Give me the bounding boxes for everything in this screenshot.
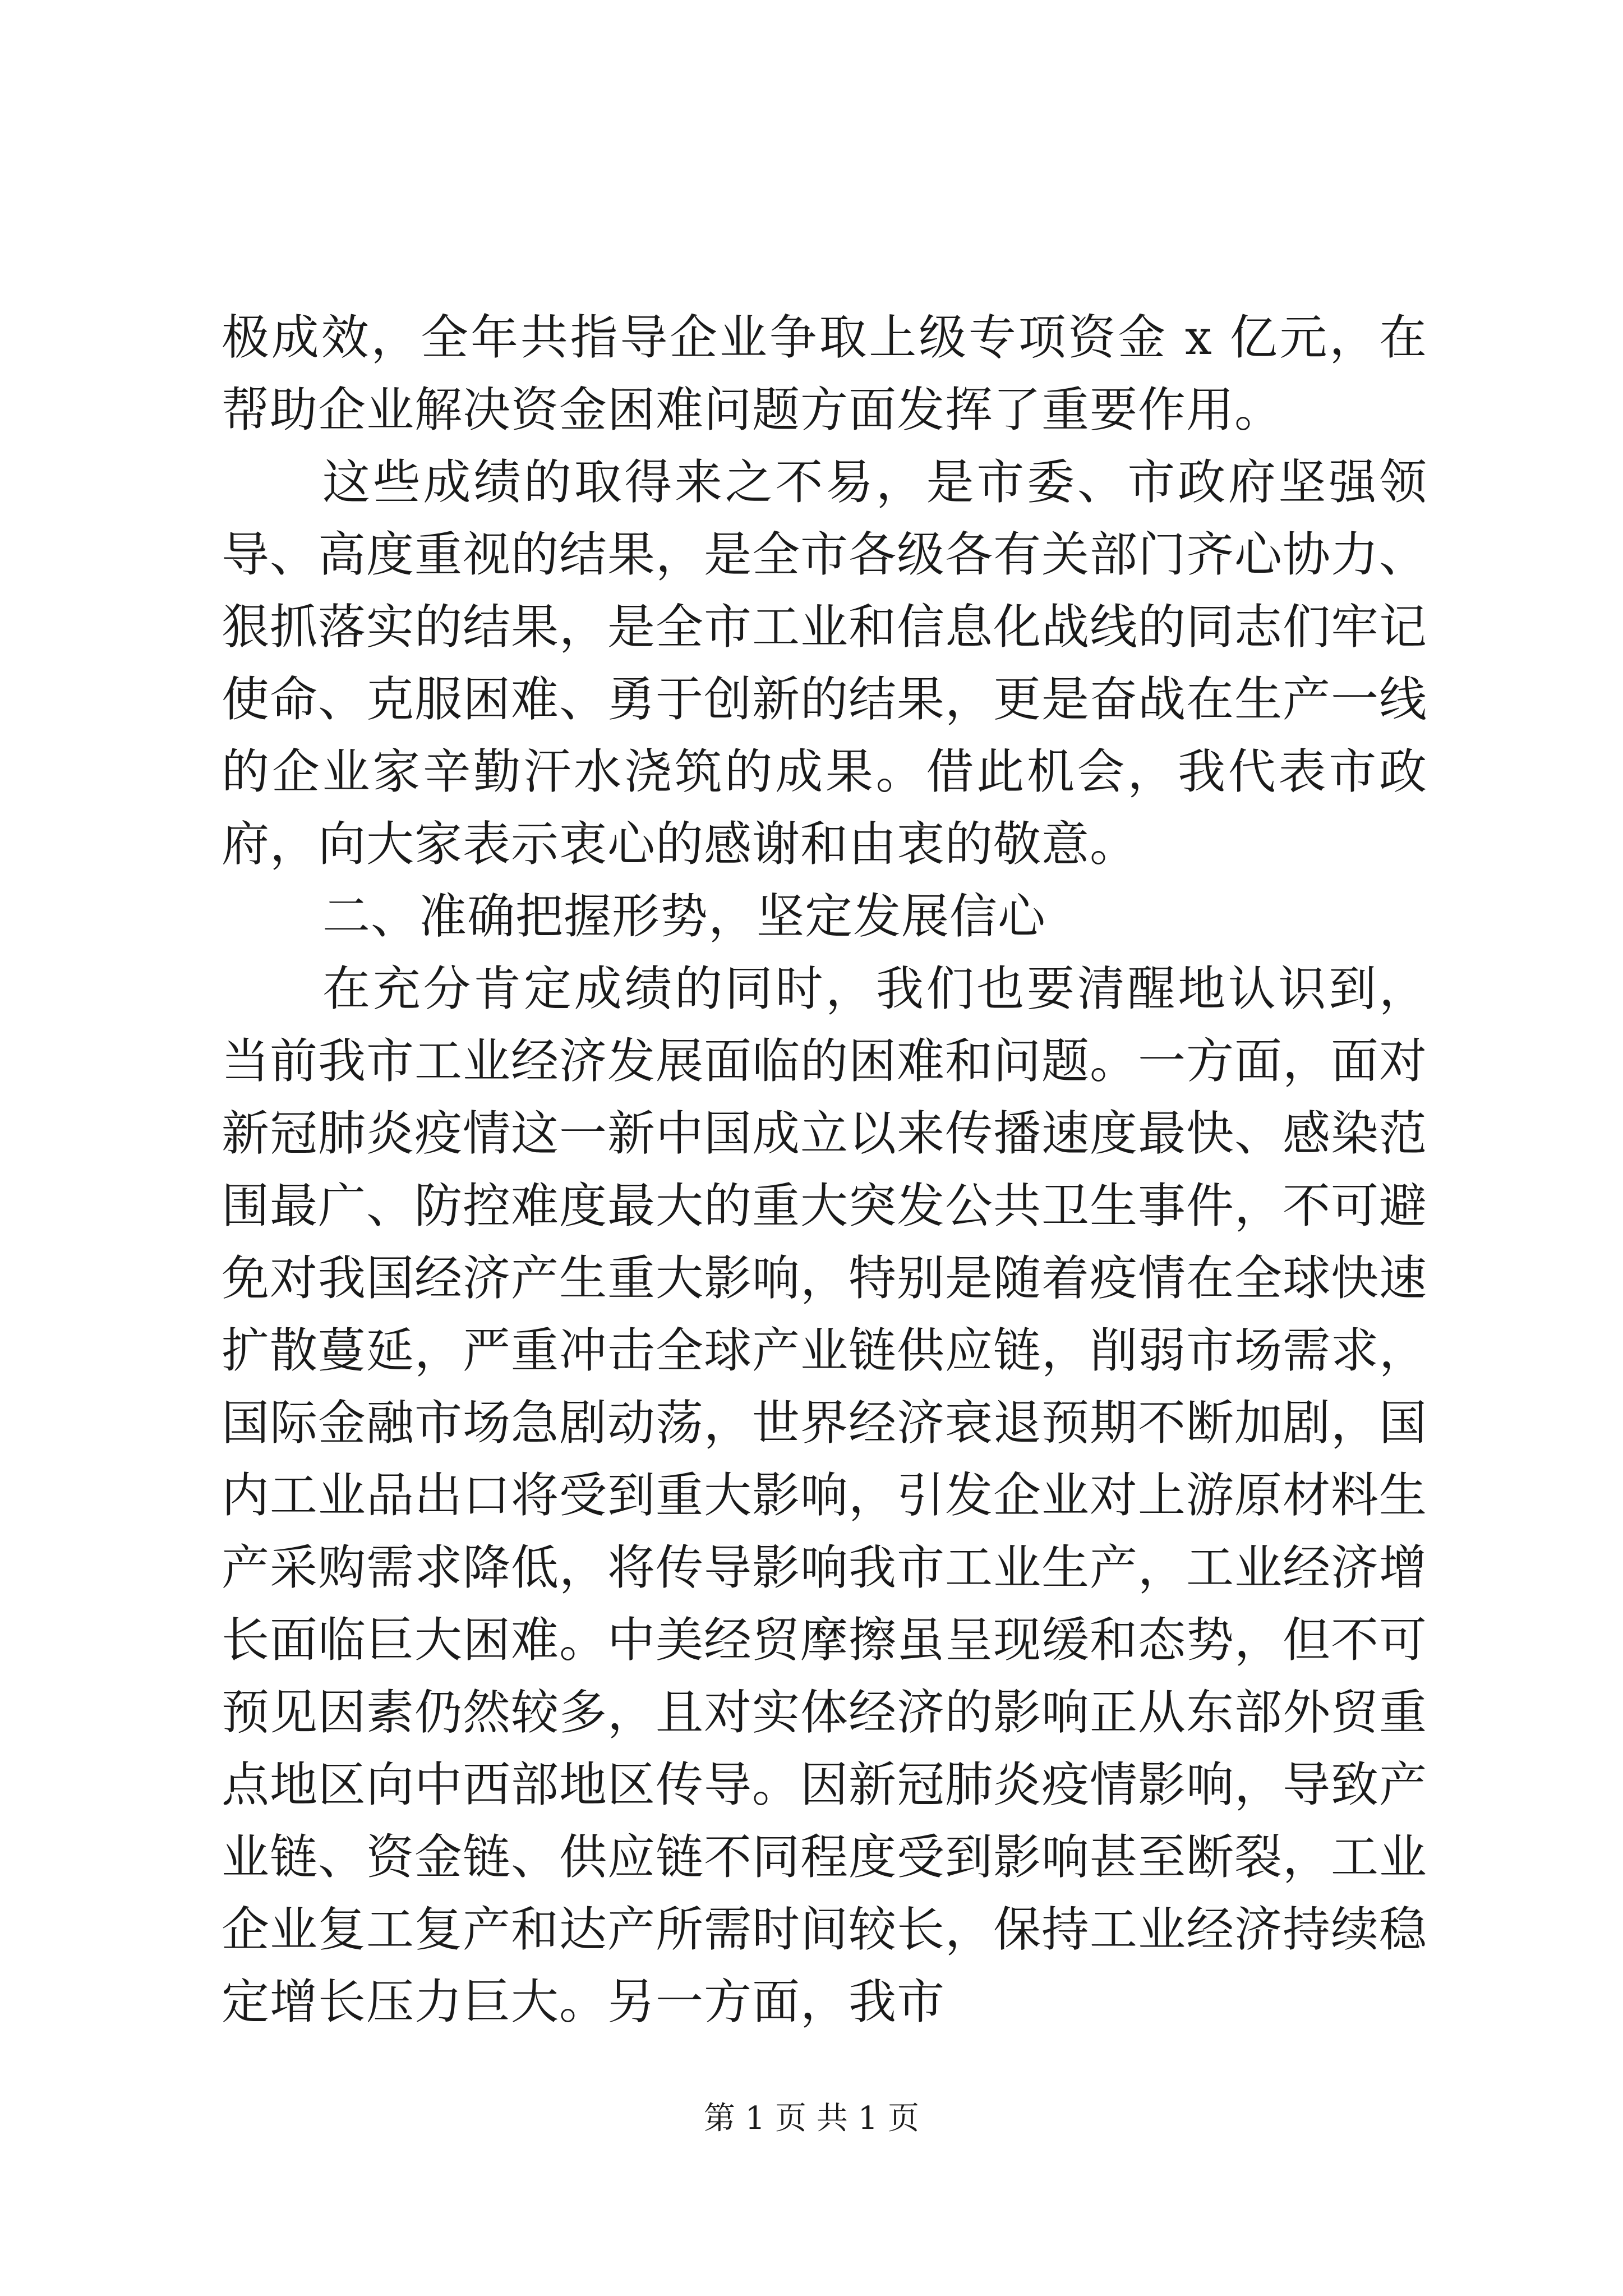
paragraph-gratitude: 这些成绩的取得来之不易，是市委、市政府坚强领导、高度重视的结果，是全市各级各有关部门齐心协力、狠抓落实的结果，是全市工业和信息化战线的同志们牢记使命、克服困难、勇于创新的结果，更是奋战在生产一线的企业家辛勤汗水浇筑的成果。借此机会，我代表市政府，向大家表示衷心的感谢和由衷的敬意。 xyxy=(222,455,1428,872)
paragraph-challenges: 在充分肯定成绩的同时，我们也要清醒地认识到，当前我市工业经济发展面临的困难和问题。一方面，面对新冠肺炎疫情这一新中国成立以来传播速度最快、感染范围最广、防控难度最大的重大突发公共卫生事件，不可避免对我国经济产生重大影响，特别是随着疫情在全球快速扩散蔓延，严重冲击全球产业链供应链，削弱市场需求，国际金融市场急剧动荡，世界经济衰退预期不断加剧，国内工业品出口将受到重大影响，引发企业对上游原材料生产采购需求降低，将传导影响我市工业生产，工业经济增长面临巨大困难。中美经贸摩擦虽呈现缓和态势，但不可预见因素仍然较多，且对实体经济的影响正从东部外贸重点地区向中西部地区传导。因新冠肺炎疫情影响，导致产业链、资金链、供应链不同程度受到影响甚至断裂，工业企业复工复产和达产所需时间较长，保持工业经济持续稳定增长压力巨大。另一方面，我市 xyxy=(222,961,1428,2030)
section-heading-situation: 二、准确把握形势，坚定发展信心 xyxy=(322,889,1046,945)
page-number-label: 第 1 页 共 1 页 xyxy=(703,2100,920,2137)
document-body xyxy=(222,302,1427,2039)
paragraph-achievements-end: 极成效，全年共指导企业争取上级专项资金 x 亿元，在帮助企业解决资金困难问题方面发挥了重要作用。 xyxy=(222,310,1427,438)
page-footer xyxy=(0,2099,1623,2138)
